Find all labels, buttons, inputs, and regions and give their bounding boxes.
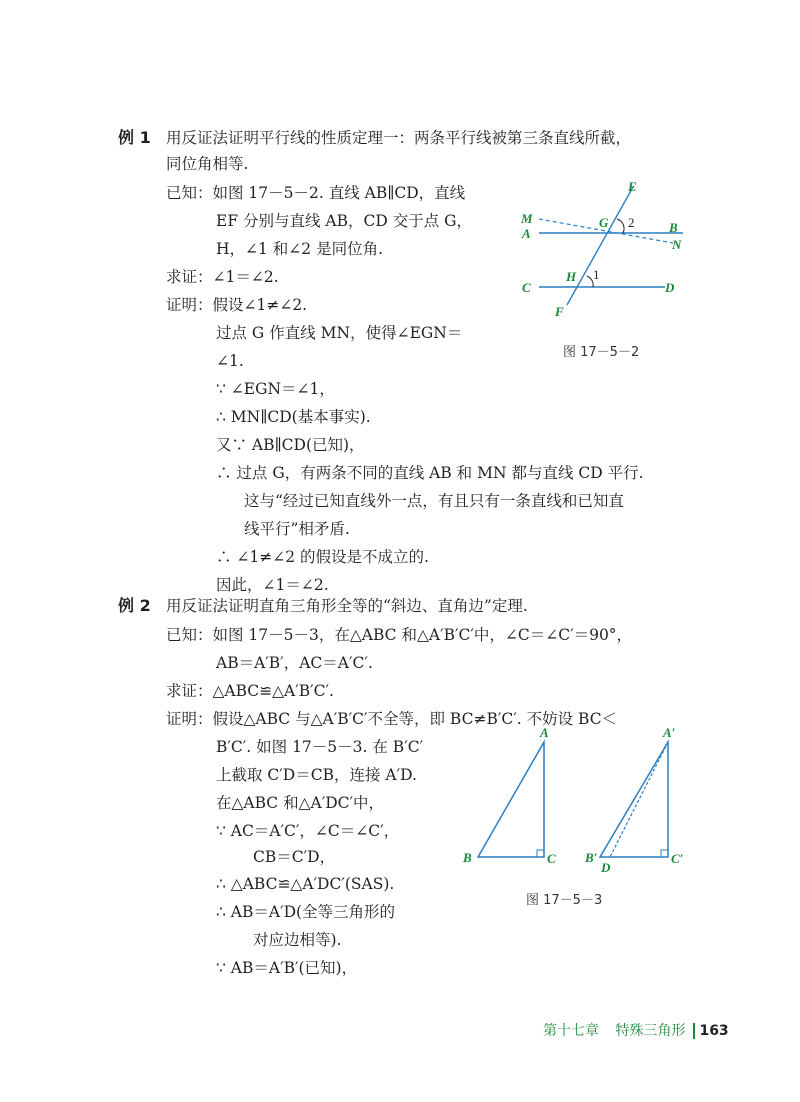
ex1-proof-line4: ∵ ∠EGN＝∠1， (216, 380, 335, 398)
label-a: A (540, 725, 549, 740)
ex2-proof-line9: 对应边相等). (253, 931, 342, 949)
page-footer (543, 1020, 729, 1040)
ex1-given-line2: EF 分别与直线 AB，CD 交于点 G， (216, 212, 473, 230)
section-label: 特殊三角形 (615, 1023, 686, 1039)
label-c: C (547, 851, 556, 866)
figure-17-5-2-caption: 图 17－5－2 (563, 345, 640, 360)
ex1-proof-line2: 过点 G 作直线 MN，使得∠EGN＝ (216, 324, 463, 342)
label-d: D (665, 280, 675, 295)
chapter-label: 第十七章 (543, 1023, 599, 1039)
right-angle-c (537, 850, 544, 857)
label-h: H (566, 269, 577, 284)
example-1-label: 例 1 (118, 128, 151, 147)
label-a: A (522, 226, 531, 241)
ex1-proof-line7: ∴ 过点 G，有两条不同的直线 AB 和 MN 都与直线 CD 平行. (216, 464, 644, 482)
label-b: B (463, 850, 472, 865)
ex2-proof-line2: B′C′. 如图 17－5－3. 在 B′C′ (216, 738, 424, 756)
ex2-proof-line3: 上截取 C′D＝CB，连接 A′D. (216, 766, 417, 784)
figure-17-5-3 (455, 722, 695, 877)
ex2-given-line2: AB＝A′B′，AC＝A′C′. (216, 654, 373, 672)
ex1-given-line3: H，∠1 和∠2 是同位角. (216, 240, 383, 258)
label-f: F (555, 304, 564, 319)
ex2-prove: 求证：△ABC≌△A′B′C′. (166, 682, 334, 700)
figure-17-5-3-caption: 图 17－5－3 (526, 893, 603, 908)
page-number: 163 (699, 1023, 729, 1039)
figure-17-5-2 (515, 175, 695, 325)
ex1-statement-line2: 同位角相等. (166, 155, 249, 173)
triangle-a2b2c2 (600, 742, 668, 857)
ex2-proof-line7: ∴ △ABC≌△A′DC′(SAS). (216, 875, 395, 893)
ex1-proof-line6: 又∵ AB∥CD(已知)， (216, 436, 365, 454)
ex1-proof-line1: 证明：假设∠1≠∠2. (166, 296, 308, 314)
ex1-given-line1: 已知：如图 17－5－2. 直线 AB∥CD，直线 (166, 184, 466, 202)
label-g: G (599, 215, 609, 230)
ex1-proof-line9: 线平行”相矛盾. (244, 520, 350, 538)
label-2: 2 (628, 215, 635, 230)
ex2-statement: 用反证法证明直角三角形全等的“斜边、直角边”定理. (166, 597, 528, 615)
ex2-proof-line8: ∴ AB＝A′D(全等三角形的 (216, 903, 396, 921)
right-angle-c2 (661, 850, 668, 857)
ex1-proof-line3: ∠1. (216, 352, 244, 370)
ex2-proof-line4: 在△ABC 和△A′DC′中， (216, 794, 385, 812)
ex1-proof-line10: ∴ ∠1≠∠2 的假设是不成立的. (216, 548, 429, 566)
label-a-prime: A′ (663, 725, 676, 740)
triangle-abc (478, 742, 544, 857)
label-m: M (521, 211, 533, 226)
ex2-proof-line5: ∵ AC＝A′C′，∠C＝∠C′， (216, 822, 400, 840)
angle-2-arc (617, 219, 624, 233)
ex2-proof-line10: ∵ AB＝A′B′(已知)， (216, 959, 358, 977)
label-b-prime: B′ (585, 850, 598, 865)
footer-divider (693, 1023, 695, 1039)
label-c: C (522, 280, 531, 295)
ex1-proof-line5: ∴ MN∥CD(基本事实). (216, 408, 371, 426)
ex1-conclusion: 因此，∠1＝∠2. (216, 576, 329, 594)
label-d: D (601, 860, 611, 875)
segment-a2d (610, 742, 668, 857)
label-e: E (628, 179, 637, 194)
example-2-label: 例 2 (118, 596, 151, 615)
ex1-statement-line1: 用反证法证明平行线的性质定理一：两条平行线被第三条直线所截， (166, 129, 632, 147)
ex1-prove: 求证：∠1＝∠2. (166, 268, 279, 286)
ex2-proof-line6: CB＝C′D， (253, 848, 336, 866)
label-c-prime: C′ (671, 851, 684, 866)
label-1: 1 (593, 267, 600, 282)
ex1-proof-line8: 这与“经过已知直线外一点，有且只有一条直线和已知直 (244, 492, 624, 510)
label-b: B (669, 220, 678, 235)
label-n: N (672, 237, 682, 252)
ex2-given-line1: 已知：如图 17－5－3，在△ABC 和△A′B′C′中，∠C＝∠C′＝90°， (166, 626, 633, 644)
ex2-proof-line1: 证明：假设△ABC 与△A′B′C′不全等，即 BC≠B′C′. 不妨设 BC＜ (166, 710, 618, 728)
